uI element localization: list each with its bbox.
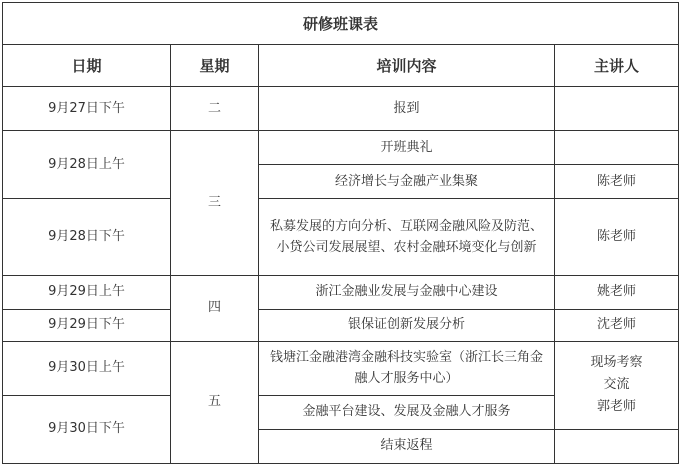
header-weekday: 星期 (171, 45, 259, 87)
title-row (3, 3, 679, 45)
table-row (3, 199, 679, 275)
table-row (3, 131, 679, 165)
table-row (3, 341, 679, 395)
content-cell: 银保证创新发展分析 (259, 309, 555, 341)
speaker-cell (555, 341, 679, 429)
header-row (3, 45, 679, 87)
date-cell: 9月29日下午 (3, 309, 171, 341)
speaker-cell: 陈老师 (555, 199, 679, 275)
table-row (3, 275, 679, 309)
date-cell: 9月29日上午 (3, 275, 171, 309)
date-cell: 9月28日下午 (3, 199, 171, 275)
content-cell: 经济增长与金融产业集聚 (259, 165, 555, 199)
date-cell: 9月28日上午 (3, 131, 171, 199)
content-cell: 钱塘江金融港湾金融科技实验室（浙江长三角金融人才服务中心） (259, 341, 555, 395)
speaker-cell: 沈老师 (555, 309, 679, 341)
speaker-line: 郭老师 (597, 399, 637, 415)
speaker-cell (555, 429, 679, 463)
schedule-table (2, 2, 679, 464)
content-cell: 浙江金融业发展与金融中心建设 (259, 275, 555, 309)
content-cell: 私募发展的方向分析、互联网金融风险及防范、小贷公司发展展望、农村金融环境变化与创新 (259, 199, 555, 275)
table-title: 研修班课表 (3, 3, 679, 45)
date-cell: 9月27日下午 (3, 87, 171, 131)
weekday-cell: 三 (171, 131, 259, 275)
table-row (3, 87, 679, 131)
weekday-cell: 四 (171, 275, 259, 341)
header-content: 培训内容 (259, 45, 555, 87)
speaker-cell: 陈老师 (555, 165, 679, 199)
speaker-cell (555, 131, 679, 165)
header-date: 日期 (3, 45, 171, 87)
content-cell: 金融平台建设、发展及金融人才服务 (259, 395, 555, 429)
header-speaker: 主讲人 (555, 45, 679, 87)
weekday-cell: 二 (171, 87, 259, 131)
weekday-cell: 五 (171, 341, 259, 463)
speaker-cell (555, 87, 679, 131)
date-cell: 9月30日上午 (3, 341, 171, 395)
speaker-line: 现场考察 (590, 355, 643, 371)
speaker-line: 交流 (603, 377, 630, 393)
table-row (3, 309, 679, 341)
content-cell: 结束返程 (259, 429, 555, 463)
content-cell: 开班典礼 (259, 131, 555, 165)
speaker-cell: 姚老师 (555, 275, 679, 309)
date-cell: 9月30日下午 (3, 395, 171, 463)
content-cell: 报到 (259, 87, 555, 131)
